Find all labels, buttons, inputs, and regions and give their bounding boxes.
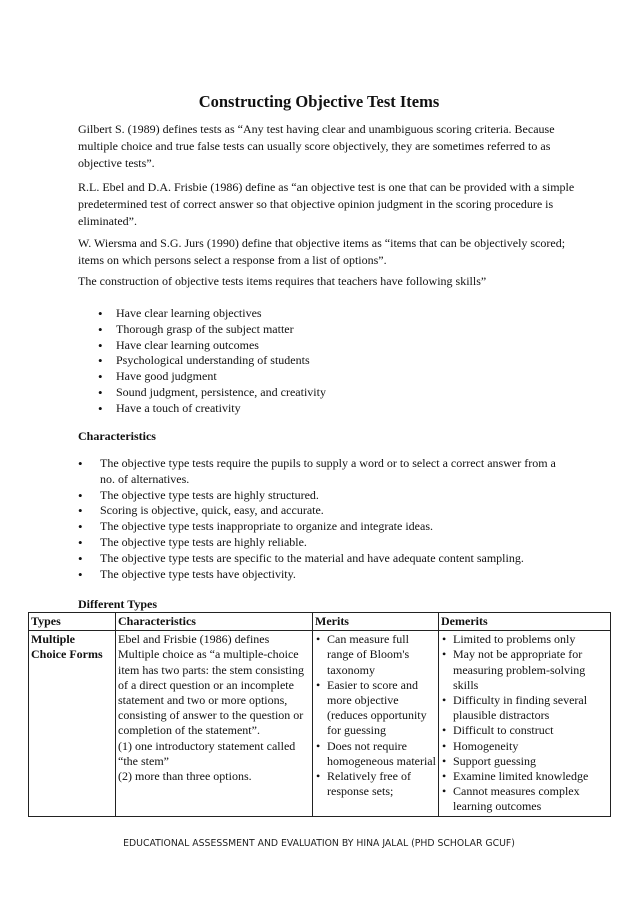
skills-list	[116, 306, 556, 417]
list-item: • Examine limited knowledge	[441, 769, 608, 784]
column-header-characteristics: Characteristics	[116, 613, 313, 631]
list-item: • Does not require homogeneous material	[315, 739, 436, 769]
list-item: • Can measure full range of Bloom's taxonomy	[315, 632, 436, 678]
list-item: • Support guessing	[441, 754, 608, 769]
page-title: Constructing Objective Test Items	[198, 92, 440, 111]
list-item: • May not be appropriate for measuring problem-solving skills	[441, 647, 608, 693]
list-item: • Psychological understanding of students	[116, 353, 556, 369]
list-item: • The objective type tests are highly structured.	[100, 488, 570, 504]
list-item: • The objective type tests have objectivity.	[100, 567, 570, 583]
table-row	[29, 631, 611, 816]
list-item: • The objective type tests require the pupils to supply a word or to select a correct answer from a no. of alternatives.	[100, 456, 570, 488]
merits-list	[315, 632, 436, 799]
list-item: • Have good judgment	[116, 369, 556, 385]
demerits-list	[441, 632, 608, 814]
definition-wiersma-jurs: W. Wiersma and S.G. Jurs (1990) define that objective items as “items that can be objectively scored; items on which persons select a response from a list of options”.	[78, 236, 566, 267]
type-cell: Multiple Choice Forms	[29, 631, 116, 816]
characteristics-part-two: (2) more than three options.	[118, 769, 252, 784]
different-types-heading: Different Types	[78, 597, 157, 611]
types-table	[28, 612, 611, 817]
column-header-types: Types	[29, 613, 116, 631]
list-item: • Difficulty in finding several plausible distractors	[441, 693, 608, 723]
list-item: • Limited to problems only	[441, 632, 608, 647]
list-item: • Have clear learning outcomes	[116, 338, 556, 354]
demerits-cell	[439, 631, 611, 816]
table-header-row	[29, 613, 611, 631]
page-footer: EDUCATIONAL ASSESSMENT AND EVALUATION BY HINA JALAL (PHD SCHOLAR GCUF)	[123, 838, 515, 849]
list-item: • Sound judgment, persistence, and creativity	[116, 385, 556, 401]
column-header-merits: Merits	[313, 613, 439, 631]
list-item: • Have clear learning objectives	[116, 306, 556, 322]
list-item: • Thorough grasp of the subject matter	[116, 322, 556, 338]
list-item: • Homogeneity	[441, 739, 608, 754]
list-item: • Easier to score and more objective (reduces opportunity for guessing	[315, 678, 436, 739]
characteristics-definition: Ebel and Frisbie (1986) defines Multiple choice as “a multiple-choice item has two parts: the stem consisting of a direct question or an incomplete statement and two or more options, consisting of answer to the question or completion of the statement”.	[118, 632, 304, 738]
merits-cell	[313, 631, 439, 816]
list-item: • Difficult to construct	[441, 723, 608, 738]
definition-ebel-frisbie: R.L. Ebel and D.A. Frisbie (1986) define as “an objective test is one that can be provided with a simple predetermined test of correct answer so that objective opinion judgment in the scoring procedure is eliminated”.	[78, 180, 575, 228]
column-header-demerits: Demerits	[439, 613, 611, 631]
list-item: • Cannot measures complex learning outcomes	[441, 784, 608, 814]
list-item: • Relatively free of response sets;	[315, 769, 436, 799]
list-item: • The objective type tests are highly reliable.	[100, 535, 570, 551]
skills-intro: The construction of objective tests items requires that teachers have following skills”	[78, 274, 487, 288]
characteristics-list	[100, 456, 570, 582]
characteristics-heading: Characteristics	[78, 429, 156, 443]
list-item: • The objective type tests are specific to the material and have adequate content sampling.	[100, 551, 570, 567]
characteristics-cell	[116, 631, 313, 816]
list-item: • Scoring is objective, quick, easy, and accurate.	[100, 503, 570, 519]
definition-gilbert: Gilbert S. (1989) defines tests as “Any test having clear and unambiguous scoring criteria. Because multiple choice and true false tests can usually score objectively, they are sometimes referred to as objective tests”.	[78, 122, 555, 170]
list-item: • The objective type tests inappropriate to organize and integrate ideas.	[100, 519, 570, 535]
list-item: • Have a touch of creativity	[116, 401, 556, 417]
characteristics-part-one: (1) one introductory statement called “the stem”	[118, 738, 296, 768]
